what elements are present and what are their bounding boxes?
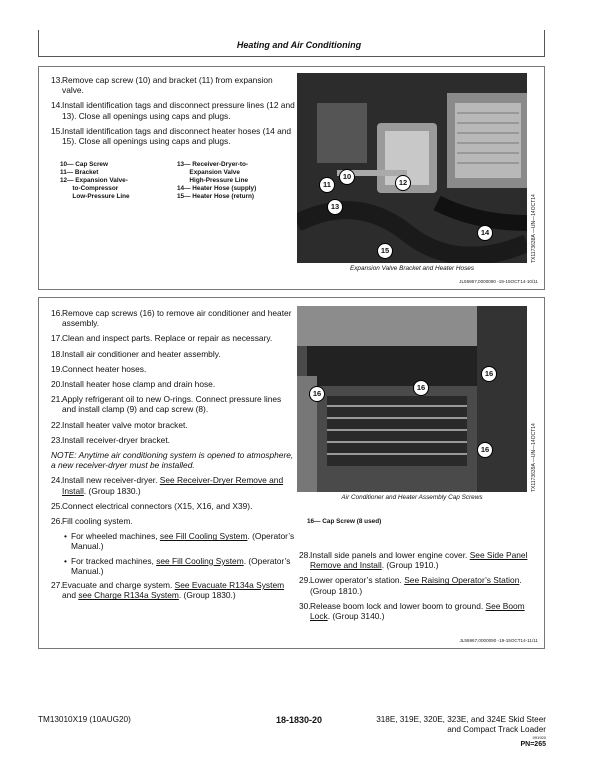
step-text: . (Operator’s Manual.) xyxy=(71,531,295,552)
step-text: . (Group 3140.) xyxy=(327,611,385,622)
step-25 xyxy=(51,501,296,511)
substep-wheeled xyxy=(51,531,296,551)
callout-15: 15 xyxy=(377,243,393,259)
procedure-panel-1 xyxy=(38,66,545,290)
figure-caption: Air Conditioner and Heater Assembly Cap Screws xyxy=(341,494,483,501)
step-text: and xyxy=(62,590,79,601)
step-number: 18. xyxy=(51,348,63,359)
step-text: Install heater hose clamp and drain hose. xyxy=(62,379,216,390)
step-text: For wheeled machines, xyxy=(71,531,160,542)
substep-tracked xyxy=(51,556,296,576)
legend-item: Low-Pressure Line xyxy=(60,193,130,200)
step-number: 17. xyxy=(51,333,63,344)
legend-item: 12— Expansion Valve- xyxy=(60,177,128,184)
model-line-2: and Compact Track Loader xyxy=(447,725,546,734)
step-text: . (Group 1830.) xyxy=(178,590,236,601)
print-date: 091920 xyxy=(532,735,546,740)
step-text: Evacuate and charge system. xyxy=(62,580,175,591)
page-header-title: Heating and Air Conditioning xyxy=(236,40,362,50)
procedure-panel-2 xyxy=(38,297,545,649)
steps-list-1 xyxy=(51,75,296,151)
step-14 xyxy=(51,100,296,120)
callout-16: 16 xyxy=(413,380,429,396)
reference-id: JL55967,0000090 -19-15OCT14-10/11 xyxy=(459,279,538,284)
legend-panel-1 xyxy=(60,161,294,201)
figure-id: TX1173639A —UN—14OCT14 xyxy=(531,423,537,492)
step-number: 13. xyxy=(51,75,63,85)
legend-item: 14— Heater Hose (supply) xyxy=(177,185,257,192)
step-number: 30. xyxy=(299,600,311,611)
legend-item: 13— Receiver-Dryer-to- xyxy=(177,161,249,168)
step-number: 20. xyxy=(51,379,63,390)
step-text: . (Group 1910.) xyxy=(381,560,439,571)
step-text: Install identification tags and disconnect pressure lines (12 and 13). Close all openings using caps and plugs. xyxy=(62,100,295,121)
legend-item: High-Pressure Line xyxy=(177,177,249,184)
page-section-number: 18-1830-20 xyxy=(275,715,323,725)
step-number: 28. xyxy=(299,550,311,560)
model-line-1: 318E, 319E, 320E, 323E, and 324E Skid Steer xyxy=(376,715,546,724)
step-27 xyxy=(51,580,296,600)
step-number: 26. xyxy=(51,516,63,527)
step-text: Install side panels and lower engine cover. xyxy=(310,550,470,560)
step-number: 19. xyxy=(51,363,63,374)
step-text: . (Operator’s Manual.) xyxy=(71,555,291,576)
step-text: Install identification tags and disconnect heater hoses (14 and 15). Close all openings using caps and plugs. xyxy=(62,125,292,147)
step-24 xyxy=(51,475,296,495)
step-text: Install heater valve motor bracket. xyxy=(62,419,188,430)
step-text: Fill cooling system. xyxy=(62,516,133,527)
link-fill-cooling-tracked[interactable]: see Fill Cooling System xyxy=(156,555,244,566)
link-side-panel[interactable]: See Side Panel Remove and Install xyxy=(310,550,528,571)
callout-16: 16 xyxy=(481,366,497,382)
legend-item: 10— Cap Screw xyxy=(60,161,108,168)
step-text: Remove cap screws (16) to remove air conditioner and heater assembly. xyxy=(62,308,292,329)
step-number: 29. xyxy=(299,575,311,586)
legend-item: 15— Heater Hose (return) xyxy=(177,193,255,200)
step-text: Install new receiver-dryer. xyxy=(62,475,160,486)
step-29 xyxy=(299,575,537,595)
step-28 xyxy=(299,550,537,570)
legend-item: 11— Bracket xyxy=(60,169,99,176)
callout-16: 16 xyxy=(309,386,325,402)
step-30 xyxy=(299,601,537,621)
step-text: For tracked machines, xyxy=(71,555,157,566)
link-evacuate-r134a[interactable]: See Evacuate R134a System xyxy=(174,580,285,591)
step-20 xyxy=(51,379,296,389)
bullet-icon: • xyxy=(64,531,67,542)
step-text: Connect heater hoses. xyxy=(62,363,147,374)
step-text: Install air conditioner and heater assembly. xyxy=(62,348,221,359)
callout-11: 11 xyxy=(319,177,335,193)
step-text: . (Group 1810.) xyxy=(310,575,522,596)
step-19 xyxy=(51,364,296,374)
link-receiver-dryer[interactable]: See Receiver-Dryer Remove and Install xyxy=(62,475,284,496)
step-text: Clean and inspect parts. Replace or repair as necessary. xyxy=(62,333,273,344)
model-title xyxy=(376,715,546,735)
step-15 xyxy=(51,126,296,146)
figure-caption: Expansion Valve Bracket and Heater Hoses xyxy=(349,265,475,272)
warning-note: NOTE: Anytime air conditioning system is opened to atmosphere, a new receiver-dryer must be installed. xyxy=(51,450,294,471)
step-number: 15. xyxy=(51,125,63,136)
step-number: 24. xyxy=(51,475,63,486)
step-number: 22. xyxy=(51,419,63,430)
step-number: 25. xyxy=(51,500,63,511)
manual-id: TM13010X19 (10AUG20) xyxy=(38,715,131,724)
callout-14: 14 xyxy=(477,225,493,241)
photo-illustration xyxy=(297,306,527,492)
step-16 xyxy=(51,308,296,328)
step-22 xyxy=(51,420,296,430)
step-text: Apply refrigerant oil to new O-rings. Connect pressure lines and install clamp (9) and cap screw (8). xyxy=(62,394,282,415)
page-number: PN=265 xyxy=(520,741,546,748)
step-text: Release boom lock and lower boom to ground. xyxy=(310,600,486,611)
callout-10: 10 xyxy=(339,169,355,185)
step-23 xyxy=(51,435,296,445)
step-number: 27. xyxy=(51,580,63,591)
steps-list-2 xyxy=(51,308,296,605)
step-number: 14. xyxy=(51,100,63,111)
step-text: Remove cap screw (10) and bracket (11) from expansion valve. xyxy=(62,75,273,96)
step-13 xyxy=(51,75,296,95)
ac-heater-photo xyxy=(297,306,527,492)
step-26 xyxy=(51,516,296,526)
step-number: 16. xyxy=(51,308,63,318)
steps-list-3 xyxy=(299,550,537,626)
legend-item: to-Compressor xyxy=(60,185,119,192)
step-text: Install receiver-dryer bracket. xyxy=(62,434,170,445)
link-charge-r134a[interactable]: see Charge R134a System xyxy=(78,590,179,601)
step-text: . (Group 1830.) xyxy=(83,485,141,496)
callout-12: 12 xyxy=(395,175,411,191)
step-text: Lower operator’s station. xyxy=(310,575,405,586)
step-number: 21. xyxy=(51,394,63,405)
expansion-valve-photo xyxy=(297,73,527,263)
callout-13: 13 xyxy=(327,199,343,215)
figure-id: TX1173638A —UN—14OCT14 xyxy=(531,194,537,263)
step-18 xyxy=(51,349,296,359)
link-raising-station[interactable]: See Raising Operator’s Station xyxy=(404,575,520,586)
reference-id: JL55967,0000090 -19-15OCT14-11/11 xyxy=(459,638,538,643)
bullet-icon: • xyxy=(64,555,67,566)
link-boom-lock[interactable]: See Boom Lock xyxy=(310,600,525,622)
legend-item: Expansion Valve xyxy=(177,169,240,176)
step-number: 23. xyxy=(51,434,63,445)
step-text: Connect electrical connectors (X15, X16, and X39). xyxy=(62,500,253,511)
step-17 xyxy=(51,333,296,343)
legend-panel-2: 16— Cap Screw (8 used) xyxy=(307,518,382,525)
link-fill-cooling-wheeled[interactable]: see Fill Cooling System xyxy=(159,531,248,542)
step-21 xyxy=(51,394,296,414)
callout-16: 16 xyxy=(477,442,493,458)
